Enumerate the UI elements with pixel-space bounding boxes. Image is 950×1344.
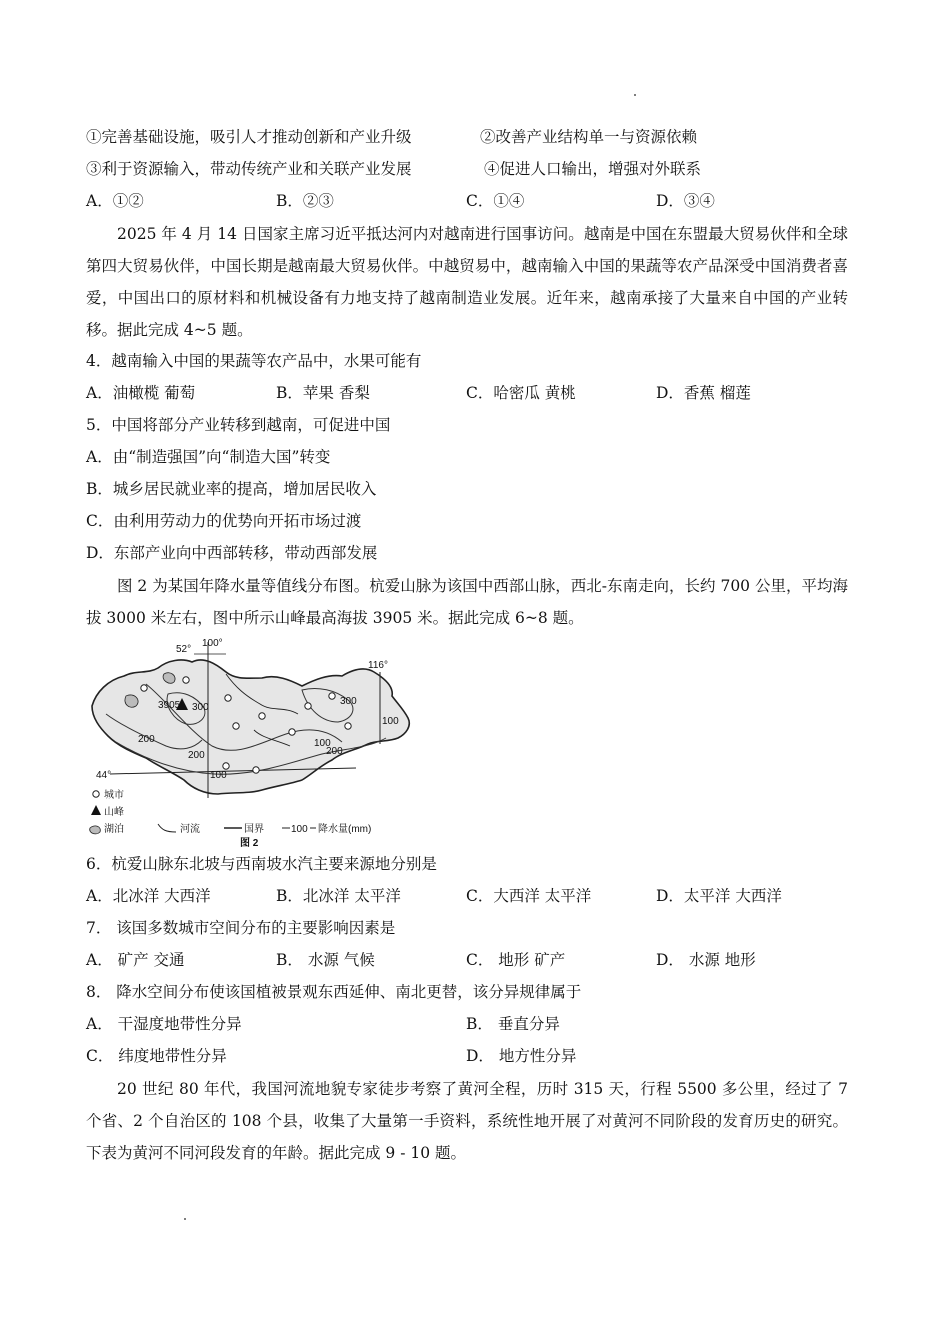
isoline-label: 200 [326,746,343,757]
q8-option-b[interactable]: B． 垂直分异 [466,1015,560,1033]
lat-label-44: 44° [96,770,112,781]
city-marker [289,729,295,735]
country-outline [92,660,409,794]
legend-river-icon [158,824,176,832]
city-marker [183,677,189,683]
q6-option-c[interactable]: C．大西洋 太平洋 [466,887,592,905]
q5-option-b[interactable]: B．城乡居民就业率的提高，增加居民收入 [86,480,377,498]
lake-icon [125,695,138,707]
q4-stem: 4．越南输入中国的果蔬等农产品中，水果可能有 [86,352,422,370]
city-marker [141,685,147,691]
city-marker [253,767,259,773]
q5-stem: 5．中国将部分产业转移到越南，可促进中国 [86,416,391,434]
passage-map: 图 2 为某国年降水量等值线分布图。杭爱山脉为该国中西部山脉，西北-东南走向，长约 700 公里，平均海拔 3000 米左右，图中所示山峰最高海拔 3905 米。据此完成 6~8 题。 [86,577,848,627]
city-marker [223,763,229,769]
lat-label-52: 52° [176,644,192,655]
q7-option-d[interactable]: D． 水源 地形 [656,951,756,969]
isoline-label: 100 [314,738,331,749]
lon-label-100: 100° [202,638,223,649]
q3-item-2: ②改善产业结构单一与资源依赖 [480,128,698,146]
q8-option-c[interactable]: C． 纬度地带性分异 [86,1047,227,1065]
peak-label: 3905 [158,700,181,711]
legend-city-icon [93,791,99,797]
city-marker [225,695,231,701]
city-marker [259,713,265,719]
q3-item-1: ①完善基础设施，吸引人才推动创新和产业升级 [86,128,412,146]
legend-lake-icon [90,826,101,834]
q3-item-3: ③利于资源输入，带动传统产业和关联产业发展 [86,160,412,178]
passage-river: 20 世纪 80 年代，我国河流地貌专家徒步考察了黄河全程，历时 315 天，行程 5500 多公里，经过了 7 个省、2 个自治区的 108 个县，收集了大量第一手资料，系统性地开展了对黄河不同阶段的发育历史的研究。下表为黄河不同河段发育的年龄。据此完成 9 - 10 题。 [86,1080,848,1162]
q7-option-c[interactable]: C． 地形 矿产 [466,951,566,969]
legend-isoline-label: 降水量(mm) [318,824,372,835]
q4-option-c[interactable]: C．哈密瓜 黄桃 [466,384,576,402]
lon-label-116: 116° [368,660,388,671]
isoline-label: 300 [340,696,357,707]
q8-option-a[interactable]: A． 干湿度地带性分异 [86,1015,242,1033]
q3-option-c[interactable]: C．①④ [466,192,525,210]
q3-option-d[interactable]: D．③④ [656,192,715,210]
q5-option-d[interactable]: D．东部产业向中西部转移，带动西部发展 [86,544,378,562]
city-marker [305,703,311,709]
q4-option-a[interactable]: A．油橄榄 葡萄 [86,384,196,402]
legend-river-label: 河流 [180,824,200,835]
precipitation-map-figure [86,634,426,850]
q5-option-a[interactable]: A．由“制造强国”向“制造大国”转变 [86,448,331,466]
isoline-label: 300 [192,702,209,713]
legend-lake-label: 湖泊 [104,824,124,835]
q4-option-b[interactable]: B．苹果 香梨 [276,384,370,402]
scan-dot-bottom [184,1218,186,1220]
q8-stem: 8． 降水空间分布使该国植被景观东西延伸、南北更替，该分异规律属于 [86,983,582,1001]
legend-city-label: 城市 [104,790,124,801]
q4-option-d[interactable]: D．香蕉 榴莲 [656,384,751,402]
legend-isoline-value: 100 [291,824,308,835]
city-marker [233,723,239,729]
isoline-label: 100 [382,716,399,727]
q6-option-d[interactable]: D．太平洋 大西洋 [656,887,782,905]
q6-option-b[interactable]: B．北冰洋 太平洋 [276,887,401,905]
q6-option-a[interactable]: A．北冰洋 大西洋 [86,887,211,905]
legend-peak-icon [91,805,101,815]
legend-peak-label: 山峰 [104,807,124,818]
figure-caption: 图 2 [240,838,259,849]
q3-item-4: ④促进人口输出，增强对外联系 [484,160,702,178]
q3-option-a[interactable]: A．①② [86,192,144,210]
q7-option-a[interactable]: A． 矿产 交通 [86,951,185,969]
q3-option-b[interactable]: B．②③ [276,192,334,210]
passage-vietnam: 2025 年 4 月 14 日国家主席习近平抵达河内对越南进行国事访问。越南是中国在东盟最大贸易伙伴和全球第四大贸易伙伴，中国长期是越南最大贸易伙伴。中越贸易中，越南输入中国的果蔬等农产品深受中国消费者喜爱，中国出口的原材料和机械设备有力地支持了越南制造业发展。近年来，越南承接了大量来自中国的产业转移。据此完成 4~5 题。 [86,225,848,339]
q6-stem: 6．杭爱山脉东北坡与西南坡水汽主要来源地分别是 [86,855,437,873]
city-marker [345,723,351,729]
isoline-label: 200 [138,734,155,745]
q7-option-b[interactable]: B． 水源 气候 [276,951,375,969]
isoline-label: 100 [210,770,227,781]
q8-option-d[interactable]: D． 地方性分异 [466,1047,577,1065]
q5-option-c[interactable]: C．由利用劳动力的优势向开拓市场过渡 [86,512,362,530]
q7-stem: 7． 该国多数城市空间分布的主要影响因素是 [86,919,396,937]
city-marker [329,693,335,699]
scan-dot-top [634,94,636,96]
isoline-label: 200 [188,750,205,761]
legend-border-label: 国界 [244,824,264,835]
